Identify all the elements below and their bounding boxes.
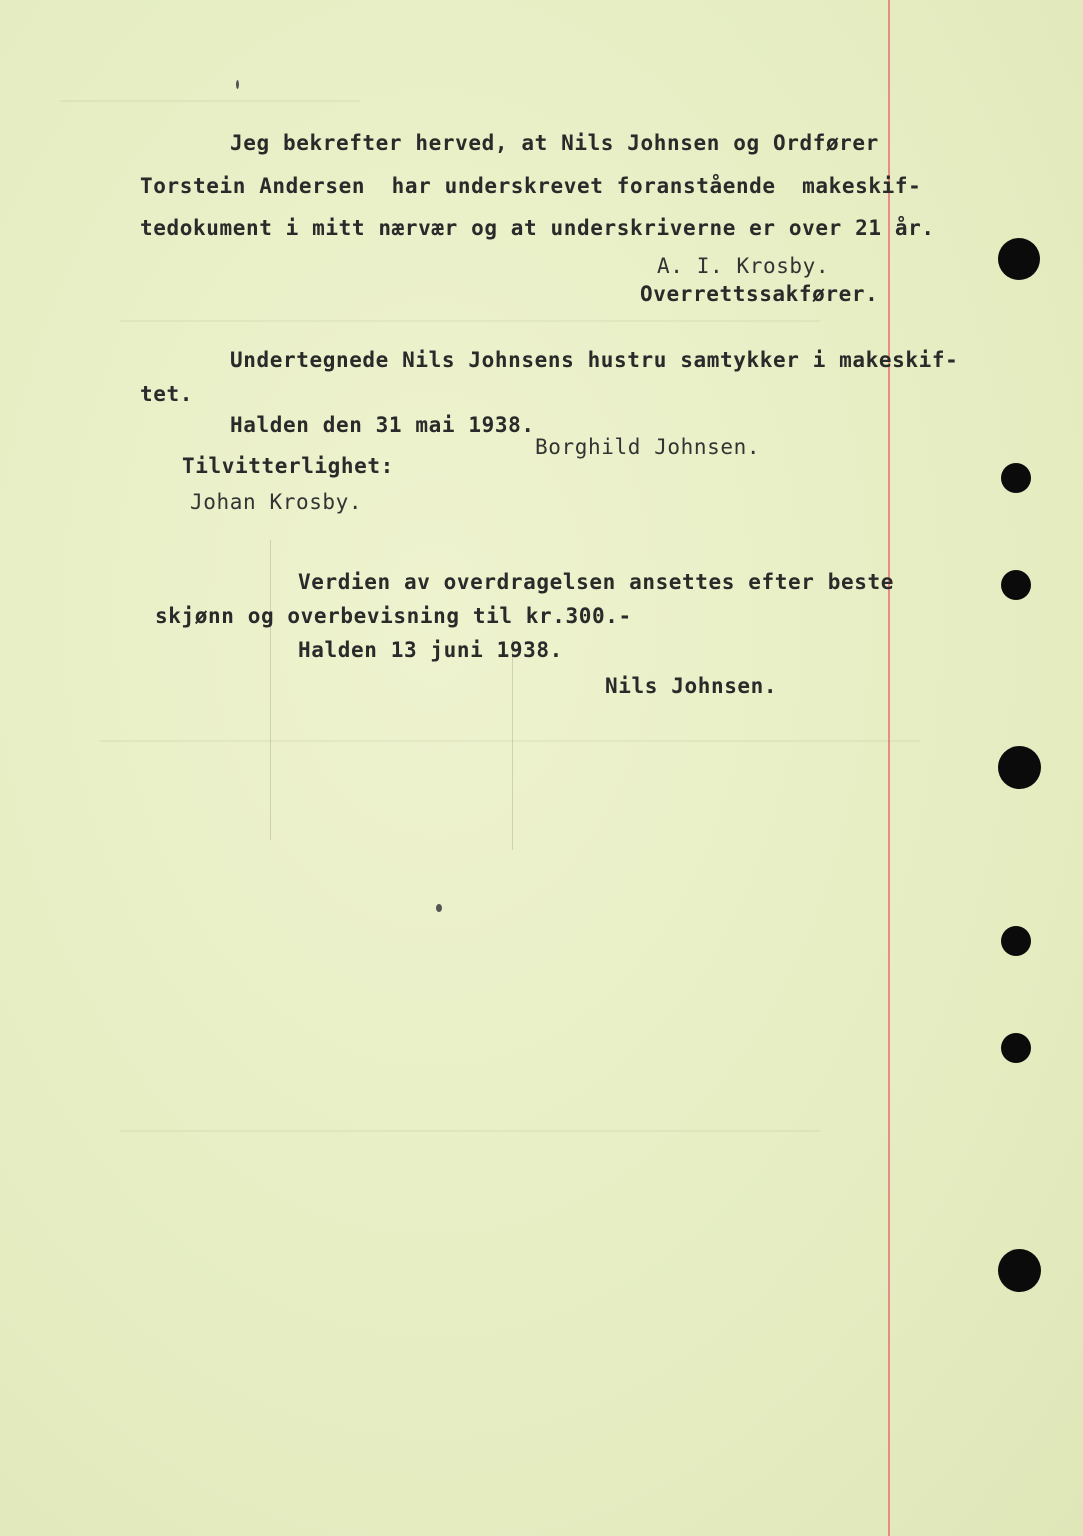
text-line-6: Undertegnede Nils Johnsens hustru samtykker i makeskif- [230, 348, 959, 372]
bleed-through-mark [120, 1130, 820, 1132]
bleed-through-mark [60, 100, 360, 102]
wife-signature: Borghild Johnsen. [535, 435, 761, 459]
punch-hole [998, 1249, 1041, 1292]
bleed-through-mark [120, 320, 820, 322]
ink-speck [436, 904, 442, 912]
punch-hole [1001, 1033, 1031, 1063]
final-signature: Nils Johnsen. [605, 674, 778, 698]
paper-crease [270, 540, 271, 840]
place-date-2: Halden 13 juni 1938. [298, 638, 563, 662]
ink-speck [236, 80, 239, 89]
punch-hole [1001, 463, 1031, 493]
text-line-3: tedokument i mitt nærvær og at underskriverne er over 21 år. [140, 216, 935, 240]
punch-hole [998, 238, 1040, 280]
signer-name: A. I. Krosby. [657, 254, 830, 278]
text-line-1: Jeg bekrefter herved, at Nils Johnsen og Ordfører [230, 131, 879, 155]
text-line-2: Torstein Andersen har underskrevet foranstående makeskif- [140, 174, 922, 198]
punch-hole [1001, 926, 1031, 956]
valuation-line-1: Verdien av overdragelsen ansettes efter beste [298, 570, 894, 594]
witness-heading: Tilvitterlighet: [182, 454, 394, 478]
punch-hole [998, 746, 1041, 789]
valuation-line-2: skjønn og overbevisning til kr.300.- [155, 604, 632, 628]
text-line-7: tet. [140, 382, 193, 406]
signer-title: Overrettssakfører. [640, 282, 879, 306]
punch-hole [1001, 570, 1031, 600]
place-date-1: Halden den 31 mai 1938. [230, 413, 535, 437]
witness-name: Johan Krosby. [190, 490, 363, 514]
paper-crease [512, 640, 513, 850]
bleed-through-mark [100, 740, 920, 742]
